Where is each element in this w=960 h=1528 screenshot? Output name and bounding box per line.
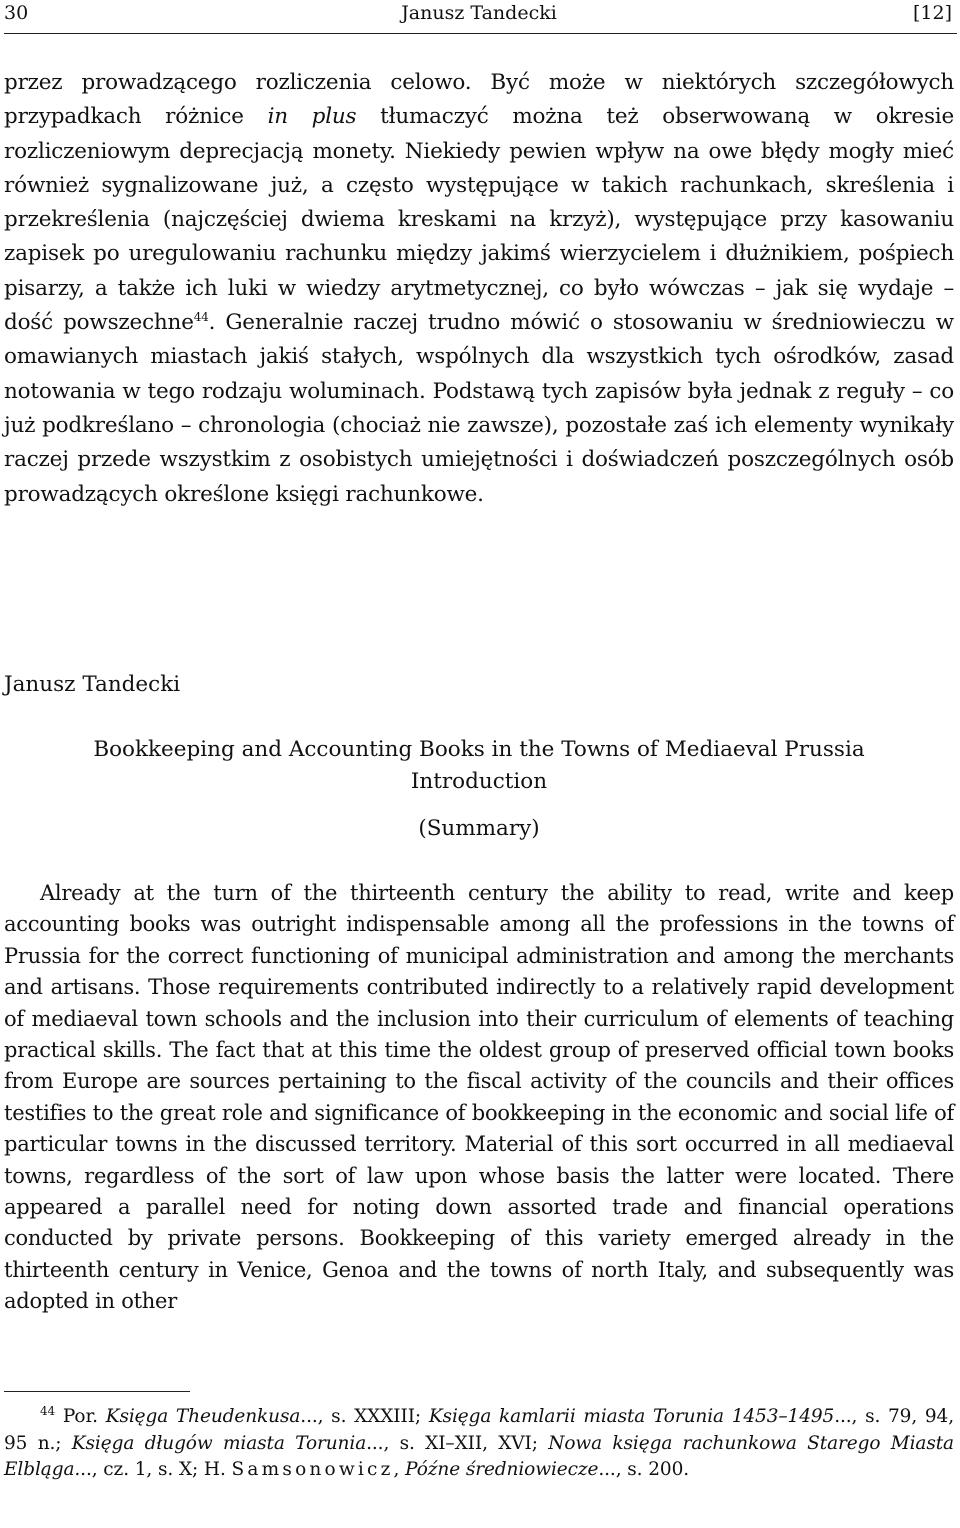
footnote-text: ..., s. 200. [598, 1459, 690, 1481]
body-italic-phrase: in plus [267, 104, 357, 130]
footnote-cited-title: Późne średniowiecze [405, 1459, 599, 1481]
summary-paragraph: Already at the turn of the thirteenth century the ability to read, write and keep accounting books was outright indispensable among all the professions in the towns of Prussia for the correct functioning of municipal administration and among the merchants and artisans. Those requirements contributed indirectly to a relatively rapid development of mediaeval town schools and the inclusion into their curriculum of elements of teaching practical skills. The fact that at this time the oldest group of preserved official town books from Europe are sources pertaining to the fiscal activity of the councils and their offices testifies to the great role and significance of bookkeeping in the economic and social life of particular towns in the discussed territory. Material of this sort occurred in all mediaeval towns, regardless of the sort of law upon whose basis the latter were located. There appeared a parallel need for noting down assorted trade and financial operations conducted by private persons. Bookkeeping of this variety emerged already in the thirteenth century in Venice, Genoa and the towns of north Italy, and subsequently was adopted in other [4, 881, 954, 1314]
header-rule [4, 33, 957, 34]
footnote-cited-title: Księga Theudenkusa [105, 1406, 301, 1427]
footnote-cited-author: Samsonowicz [231, 1459, 394, 1481]
footnote [4, 1404, 954, 1484]
summary-title [4, 734, 954, 798]
footnote-text: ..., s. 79, 94, 95 n.; [4, 1406, 955, 1454]
footnote-cited-title: Nowa księga rachunkowa Starego Miasta Elbląga [4, 1432, 954, 1481]
running-head: Janusz Tandecki [401, 2, 557, 24]
body-text-part: . Generalnie raczej trudno mówić o stosowaniu w średniowieczu w omawianych miastach jakiś stałych, wspólnych dla wszystkich tych ośrodków, zasad notowania w tego rodzaju woluminach. Podstawą tych zapisów była jednak z reguły – co już podkreślano – chronologia (chociaż nie zawsze), pozostałe zaś ich elementy wynikały raczej przede wszystkim z osobistych umiejętności i doświadczeń poszczególnych osób prowadzących określone księgi rachunkowe. [4, 310, 954, 507]
body-paragraph [4, 66, 954, 512]
footnote-text: ..., s. XXXIII; [300, 1406, 429, 1427]
footnote-text: Por. [55, 1406, 106, 1427]
summary-title-line: Introduction [410, 769, 548, 794]
section-tag: [12] [912, 2, 952, 24]
page-number: 30 [4, 2, 29, 24]
page-header [4, 0, 954, 30]
summary-author: Janusz Tandecki [4, 672, 181, 697]
footnote-text: , [393, 1459, 406, 1481]
footnote-number: 44 [40, 1403, 56, 1418]
body-text-part: przez prowadzącego rozliczenia celowo. Być może w niektórych szczegółowych przypadkach różnice [4, 70, 954, 130]
body-text-part: tłumaczyć można też obserwowaną w okresie rozliczeniowym deprecjacją monety. Niekiedy pewien wpływ na owe błędy mogły mieć również sygnalizowane już, a często występujące w takich rachunkach, skreślenia i przekreślenia (najczęściej dwiema kreskami na krzyż), występujące przy kasowaniu zapisek po uregulowaniu rachunku między jakimś wierzycielem i dłużnikiem, pośpiech pisarzy, a także ich luki w wiedzy arytmetycznej, co było wówczas – jak się wydaje – dość powszechne [4, 104, 954, 336]
footnote-cited-title: Księga kamlarii miasta Torunia 1453–1495 [428, 1406, 835, 1427]
summary-subtitle: (Summary) [418, 816, 540, 841]
footnote-rule [4, 1391, 190, 1392]
summary-title-line: Bookkeeping and Accounting Books in the Towns of Mediaeval Prussia [93, 737, 865, 762]
footnote-reference[interactable]: 44 [193, 309, 209, 324]
footnote-cited-title: Księga długów miasta Torunia [71, 1432, 367, 1454]
footnote-text: ..., s. XI–XII, XVI; [366, 1432, 549, 1454]
footnote-text: ..., cz. 1, s. X; H. [74, 1459, 232, 1481]
